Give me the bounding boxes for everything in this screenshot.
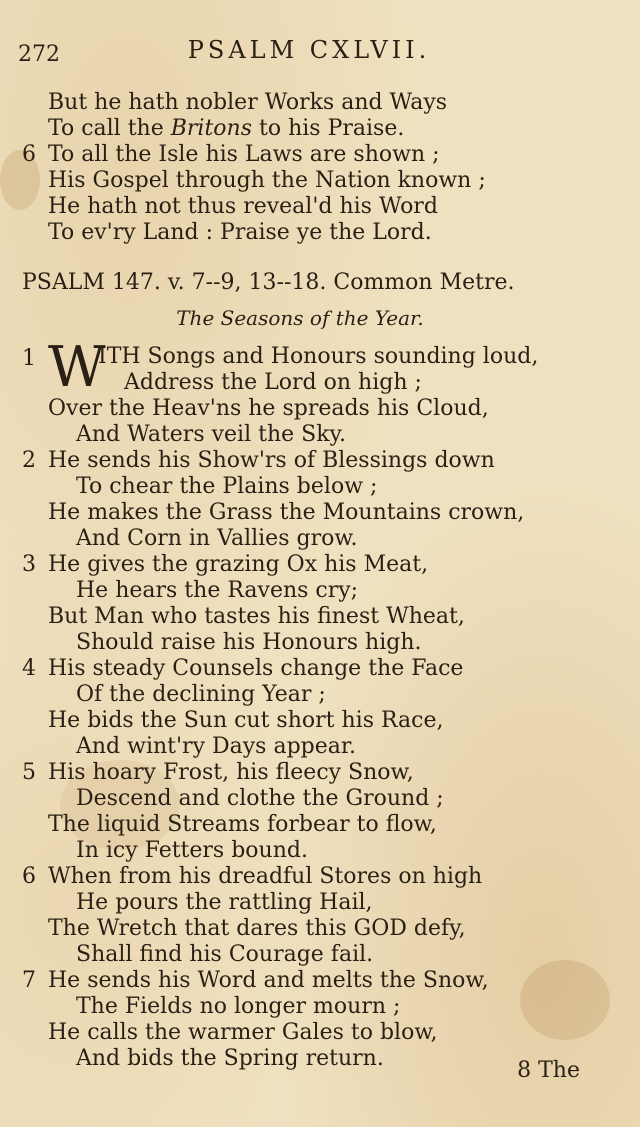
verse-number: 1 xyxy=(22,346,36,371)
verse-number: 4 xyxy=(22,656,36,681)
stanza-line xyxy=(48,116,404,142)
psalm-subtitle: The Seasons of the Year. xyxy=(176,306,424,330)
verse-line: He gives the grazing Ox his Meat, xyxy=(48,552,429,577)
running-title: PSALM CXLVII. xyxy=(187,36,431,64)
stanza-line: But he hath nobler Works and Ways xyxy=(48,90,448,115)
verse-line: Address the Lord on high ; xyxy=(124,370,422,395)
verse-line: His steady Counsels change the Face xyxy=(48,656,464,681)
verse-line: The liquid Streams forbear to flow, xyxy=(48,812,437,837)
page-number: 272 xyxy=(18,42,60,67)
verse-line: Of the declining Year ; xyxy=(76,682,326,707)
verse-number: 7 xyxy=(22,968,36,993)
verse-line: Should raise his Honours high. xyxy=(76,630,422,655)
stanza-line: His Gospel through the Nation known ; xyxy=(48,168,486,193)
verse-line: And wint'ry Days appear. xyxy=(76,734,356,759)
verse-line: He sends his Word and melts the Snow, xyxy=(48,968,489,993)
verse-line: And Waters veil the Sky. xyxy=(76,422,347,447)
verse-line: He makes the Grass the Mountains crown, xyxy=(48,500,525,525)
stanza-line: To ev'ry Land : Praise ye the Lord. xyxy=(48,220,432,245)
verse-line: He calls the warmer Gales to blow, xyxy=(48,1020,438,1045)
verse-line: And Corn in Vallies grow. xyxy=(76,526,358,551)
psalm-heading: PSALM 147. v. 7--9, 13--18. Common Metre. xyxy=(22,270,515,295)
italic-word: Britons xyxy=(170,116,253,141)
line-text: to his Praise. xyxy=(259,116,405,141)
verse-line: His hoary Frost, his fleecy Snow, xyxy=(48,760,414,785)
catchword: 8 The xyxy=(517,1058,580,1083)
verse-line: And bids the Spring return. xyxy=(76,1046,384,1071)
verse-line: The Fields no longer mourn ; xyxy=(76,994,401,1019)
verse-line: Shall find his Courage fail. xyxy=(76,942,374,967)
verse-number: 6 xyxy=(22,142,36,167)
verse-line: He hears the Ravens cry; xyxy=(76,578,359,603)
verse-line: When from his dreadful Stores on high xyxy=(48,864,483,889)
drop-cap: W xyxy=(48,335,106,400)
running-head xyxy=(18,36,600,68)
verse-line: He pours the rattling Hail, xyxy=(76,890,373,915)
verse-number: 5 xyxy=(22,760,36,785)
stain xyxy=(520,960,610,1040)
verse-line: But Man who tastes his finest Wheat, xyxy=(48,604,465,629)
verse-number: 6 xyxy=(22,864,36,889)
verse-line: Over the Heav'ns he spreads his Cloud, xyxy=(48,396,489,421)
verse-line: ITH Songs and Honours sounding loud, xyxy=(98,344,539,369)
verse-line: To chear the Plains below ; xyxy=(76,474,378,499)
verse-number: 3 xyxy=(22,552,36,577)
stanza-line: He hath not thus reveal'd his Word xyxy=(48,194,438,219)
verse-number: 2 xyxy=(22,448,36,473)
stanza-line: To all the Isle his Laws are shown ; xyxy=(48,142,440,167)
verse-line: In icy Fetters bound. xyxy=(76,838,308,863)
verse-line: He bids the Sun cut short his Race, xyxy=(48,708,444,733)
verse-line: The Wretch that dares this GOD defy, xyxy=(48,916,466,941)
verse-line: He sends his Show'rs of Blessings down xyxy=(48,448,495,473)
verse-line: Descend and clothe the Ground ; xyxy=(76,786,444,811)
line-text: To call the xyxy=(48,116,164,141)
